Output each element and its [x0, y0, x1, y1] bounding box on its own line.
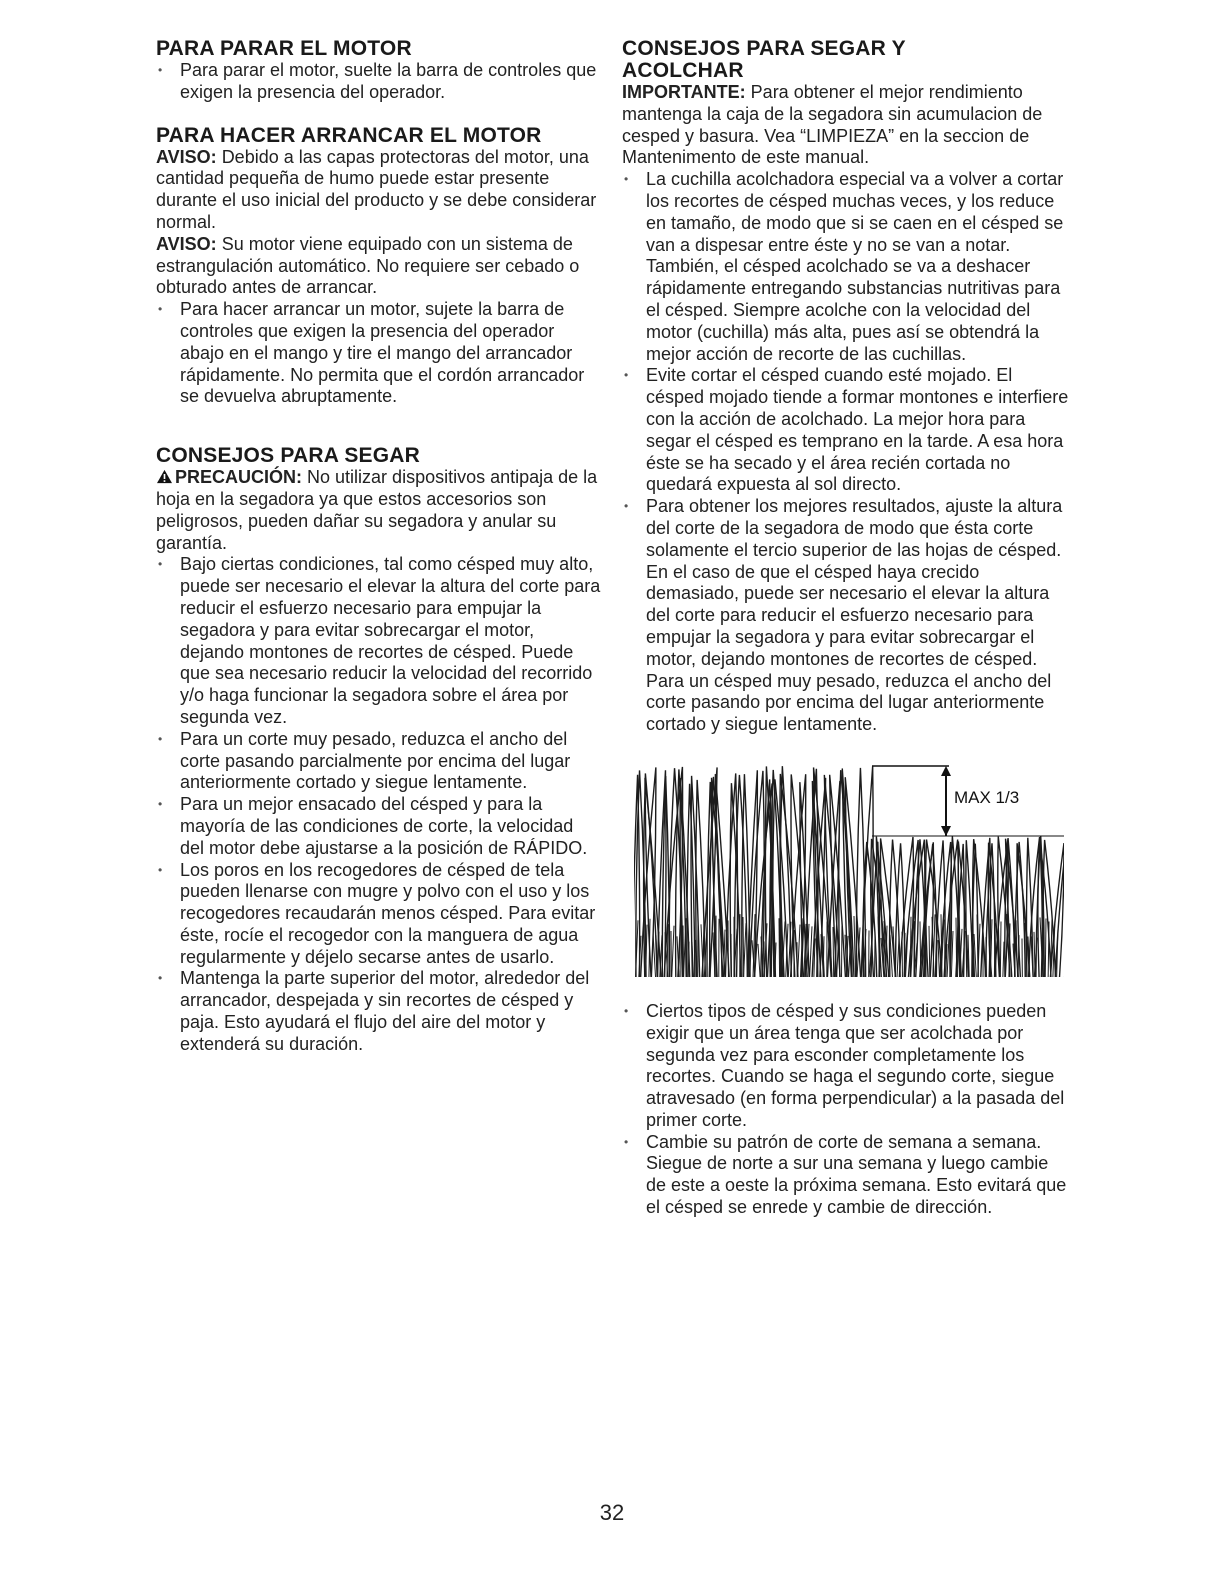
aviso-label: AVISO: [156, 146, 217, 167]
grass-shading [758, 944, 760, 977]
grass-shading [672, 926, 674, 977]
importante-label: IMPORTANTE: [622, 82, 746, 102]
heading-consejos-segar: CONSEJOS PARA SEGAR [156, 444, 421, 468]
grass-shading [1045, 918, 1046, 977]
arrow-up-icon [941, 766, 951, 776]
precaucion-text: No utilizar dispositivos antipaja de la hoja en la segadora ya que estos accesorios son peligrosos, pueden dañar su segadora y anular su garantía. [156, 467, 598, 553]
list-segar-acolchar-2 [622, 1001, 1072, 1219]
heading-segar-acolchar: CONSEJOS PARA SEGAR Y ACOLCHAR [622, 37, 906, 82]
grass-shading [929, 926, 930, 977]
grass-shading [744, 923, 746, 977]
grass-shading [1000, 921, 1001, 977]
grass-shading [798, 924, 800, 976]
aviso-paragraph-2 [156, 234, 601, 299]
list-item: • Cambie su patrón de corte de semana a semana. Siegue de norte a sur una semana y luego cambie de este a oeste la próxima semana. Esto evitará que el césped se enrede y cambie de dirección. [622, 1132, 1072, 1219]
list-segar-acolchar [622, 169, 1072, 736]
list-item: • Para obtener los mejores resultados, ajuste la altura del corte de la segadora de modo que ésta corte solamente el tercio superior de las hojas de césped. En el caso de que el césped haya crecido demasiado, puede ser necesario el elevar la altura del corte para reducir el esfuerzo necesario para empujar la segadora y para evitar sobrecargar el motor, dejando montones de recortes de césped. Para un césped muy pesado, reduzca el ancho del corte pasando por encima del lugar anteriormente cortado y siegue lentamente. [622, 496, 1072, 736]
aviso-text: Debido a las capas protectoras del motor, una cantidad pequeña de humo puede estar presente durante el uso inicial del producto y se debe considerar normal. [156, 146, 597, 232]
max-third-label: MAX 1/3 [954, 787, 1020, 807]
list-item: • Bajo ciertas condiciones, tal como césped muy alto, puede ser necesario el elevar la altura del corte para reducir el esfuerzo necesario para empujar la segadora y para evitar sobrecargar el motor, dejando montones de recortes de césped. Puede que sea necesario reducir la velocidad del recorrido y/o haga funcionar la segadora sobre el área por segunda vez. [156, 554, 601, 728]
grass-shading [897, 938, 899, 977]
right-column [622, 38, 1072, 1219]
grass-shading [895, 938, 896, 977]
grass-shading [1003, 942, 1004, 977]
list-arrancar-motor [156, 299, 601, 408]
page-number: 32 [599, 1500, 625, 1525]
list-item: • Para un mejor ensacado del césped y para la mayoría de las condiciones de corte, la velocidad del motor debe ajustarse a la posición de RÁPIDO. [156, 794, 601, 859]
precaucion-paragraph [156, 467, 601, 554]
left-column [156, 38, 601, 1056]
list-item: • Evite cortar el césped cuando esté mojado. El césped mojado tiende a formar montones e interfiere con la acción de acolchado. La mejor hora para segar el césped es temprano en la tarde. A esa hora éste se ha secado y el área recién cortada no quedará expuesta al sol directo. [622, 365, 1072, 496]
list-item: • Para hacer arrancar un motor, sujete la barra de controles que exigen la presencia del operador abajo en el mango y tire el mango del arrancador rápidamente. No permita que el cordón arrancador se devuelva abruptamente. [156, 299, 601, 408]
grass-shading [856, 922, 857, 976]
list-item: • Para un corte muy pesado, reduzca el ancho del corte pasando parcialmente por encima del lugar anteriormente cortado y siegue lentamente. [156, 729, 601, 794]
grass-shading [810, 926, 812, 977]
aviso-label: AVISO: [156, 233, 217, 254]
grass-shading [731, 934, 732, 977]
importante-text: Para obtener el mejor rendimiento mantenga la caja de la segadora sin acumulacion de cesped y basura. Vea “LIMPIEZA” en la seccion de Mantenimento de este manual. [622, 82, 1043, 168]
grass-shading [644, 943, 645, 977]
list-item: • Para parar el motor, suelte la barra de controles que exigen la presencia del operador. [156, 60, 601, 104]
arrow-down-icon [941, 826, 951, 836]
list-item: • Los poros en los recogedores de césped de tela pueden llenarse con mugre y polvo con el uso y los recogedores recaudarán menos césped. Para evitar éste, rocíe el recogedor con la manguera de agua regularmente y déjelo secarse antes de usarlo. [156, 860, 601, 969]
grass-shading [653, 932, 656, 976]
importante-paragraph [622, 82, 1072, 169]
aviso-text: Su motor viene equipado con un sistema de estrangulación automático. No requiere ser cebado o obturado antes de arrancar. [156, 233, 580, 298]
heading-arrancar-motor: PARA HACER ARRANCAR EL MOTOR [156, 123, 542, 147]
grass-shading [833, 927, 834, 977]
warning-icon [156, 469, 173, 484]
list-item: • Mantenga la parte superior del motor, alrededor del arrancador, despejada y sin recortes de césped y paja. Esto ayudará el flujo del aire del motor y extenderá su duración. [156, 968, 601, 1055]
grass-shading [1057, 929, 1058, 977]
aviso-paragraph-1 [156, 147, 601, 234]
grass-shading [770, 916, 771, 977]
heading-parar-motor: PARA PARAR EL MOTOR [156, 37, 412, 60]
list-parar-motor [156, 60, 601, 104]
grass-shading [779, 918, 780, 977]
list-item: • La cuchilla acolchadora especial va a volver a cortar los recortes de césped muchas veces, y los reduce en tamaño, de modo que si se caen en el césped se van a dispesar entre éste y no se van a notar. También, el césped acolchado se va a deshacer rápidamente entregando substancias nutritivas para el césped. Siempre acolche con la velocidad del motor (cuchilla) más alta, pues así se obtendrá la mejor acción de recorte de las cuchillas. [622, 169, 1072, 365]
precaucion-label: PRECAUCIÓN: [175, 467, 303, 488]
list-item: • Ciertos tipos de césped y sus condiciones pueden exigir que un área tenga que ser acolchada por segunda vez para esconder completamente los recortes. Cuando se haga el segundo corte, siegue atravesado (en forma perpendicular) a la pasada del primer corte. [622, 1001, 1072, 1132]
grass-height-figure [634, 764, 1064, 979]
grass-shading [956, 917, 957, 976]
list-consejos-segar [156, 554, 601, 1055]
